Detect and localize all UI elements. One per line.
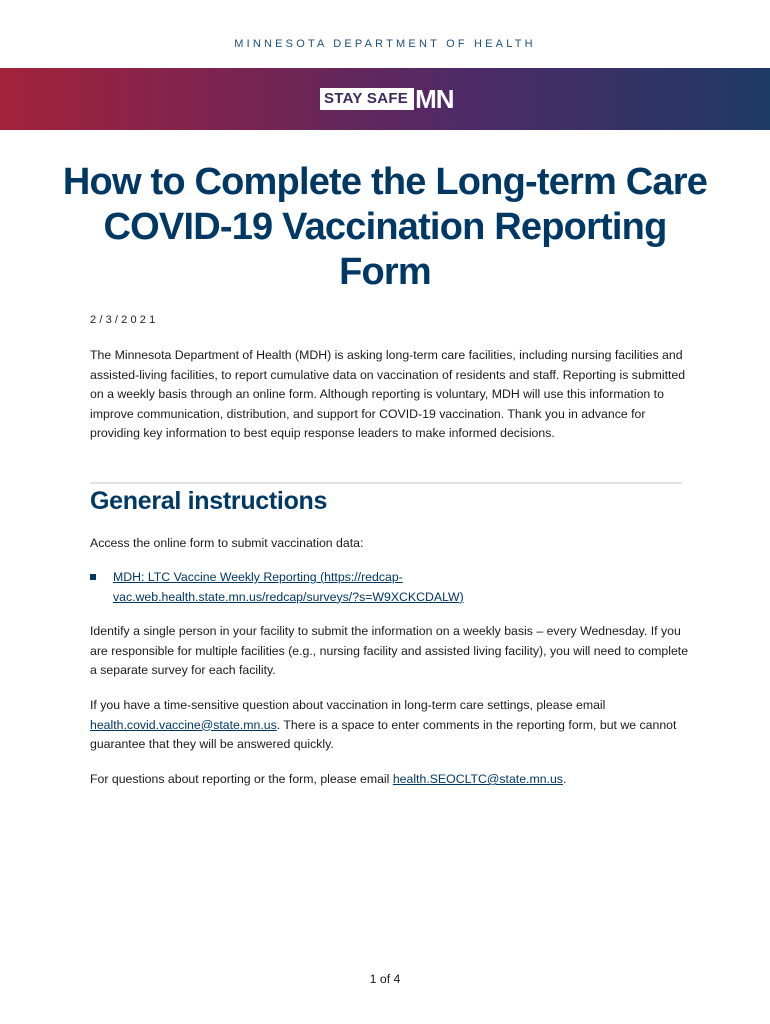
questions-text-end: . bbox=[562, 772, 567, 786]
document-date: 2/3/2021 bbox=[90, 314, 159, 326]
seocltc-email-link[interactable]: health.SEOCLTC@state.mn.us bbox=[392, 772, 563, 786]
header-banner bbox=[0, 68, 770, 130]
square-bullet-icon bbox=[90, 574, 96, 580]
questions-text: For questions about reporting or the form, please email bbox=[90, 772, 393, 786]
time-sensitive-text: If you have a time-sensitive question about vaccination in long-term care settings, please email bbox=[90, 698, 606, 712]
document-title: How to Complete the Long-term Care COVID-19 Vaccination Reporting Form bbox=[62, 161, 708, 293]
questions-paragraph bbox=[90, 770, 690, 790]
logo-mn: MN bbox=[415, 84, 454, 114]
logo-stay-safe: STAY SAFE bbox=[320, 88, 414, 110]
intro-paragraph: The Minnesota Department of Health (MDH) is asking long-term care facilities, including nursing facilities and assisted-living facilities, to report cumulative data on vaccination of residents and staff. Reporting is submitted on a weekly basis through an online form. Although reporting is voluntary, MDH will use this information to improve communication, distribution, and support for COVID-19 vaccination. Thank you in advance for providing key information to best equip response leaders to make informed decisions. bbox=[90, 348, 686, 441]
covid-vaccine-email-link[interactable]: health.covid.vaccine@state.mn.us bbox=[90, 717, 277, 732]
form-link[interactable]: MDH: LTC Vaccine Weekly Reporting (https://redcap-vac.web.health.state.mn.us/redcap/surveys/?s=W9XCKCDALW) bbox=[113, 570, 464, 604]
stay-safe-mn-logo bbox=[320, 86, 454, 112]
access-text: Access the online form to submit vaccination data: bbox=[90, 536, 364, 550]
identify-paragraph: Identify a single person in your facility to submit the information on a weekly basis – every Wednesday. If you are responsible for multiple facilities (e.g., nursing facility and assisted living facility), you will need to complete a separate survey for each facility. bbox=[90, 624, 689, 678]
page-indicator: 1 of 4 bbox=[369, 972, 401, 986]
time-sensitive-text-end: . There is a space to enter comments in the reporting form, but we cannot guarantee that they will be answered quickly. bbox=[90, 717, 677, 752]
time-sensitive-paragraph bbox=[90, 696, 690, 755]
agency-name: MINNESOTA DEPARTMENT OF HEALTH bbox=[234, 38, 536, 50]
section-heading: General instructions bbox=[90, 487, 328, 515]
